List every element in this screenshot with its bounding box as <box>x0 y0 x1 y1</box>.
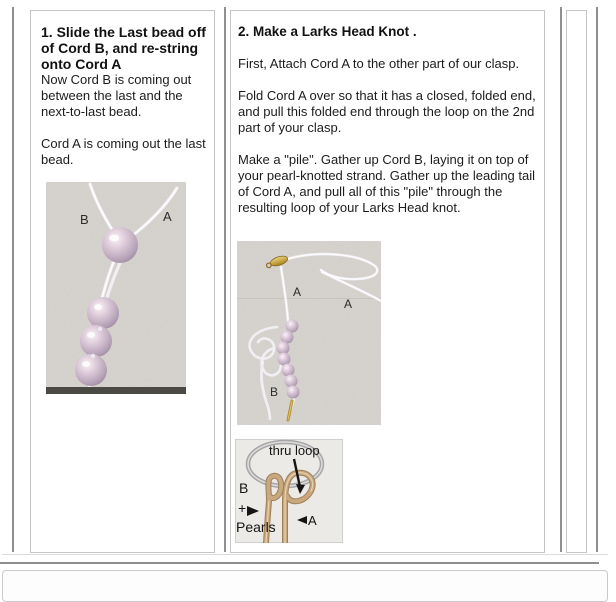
step-2-paragraph-3: Make a "pile". Gather up Cord B, laying it on top of your pearl-knotted strand. Gather up the leading tail of Cord A, and pull all of this "pile" through the resulting loop of your Larks Head knot. <box>238 152 536 215</box>
cord-a-upper-label: A <box>293 285 302 299</box>
step-1-cell <box>30 10 215 553</box>
pearl-strand-photo <box>46 182 186 394</box>
step-1-paragraph-1: Now Cord B is coming out between the last and the next-to-last bead. <box>41 72 192 119</box>
diagram-b-label: B <box>239 480 249 496</box>
step-1-paragraph-2: Cord A is coming out the last bead. <box>41 136 206 167</box>
diagram-plus-label: + <box>238 500 247 516</box>
step-1-heading: 1. Slide the Last bead off of Cord B, and re-string onto Cord A <box>41 24 206 72</box>
photo-bottom-shadow <box>46 387 186 394</box>
larks-head-photo <box>237 241 381 425</box>
step-2-photo <box>237 241 381 425</box>
bottom-dark-divider <box>0 562 599 564</box>
diagram-a-label: A <box>308 513 317 528</box>
bottom-light-divider <box>2 554 608 555</box>
step-2-paragraph-1: First, Attach Cord A to the other part of our clasp. <box>238 56 520 71</box>
cord-a-right-label: A <box>344 297 353 311</box>
step-2-heading: 2. Make a Larks Head Knot . <box>238 24 417 39</box>
cord-b-label: B <box>270 385 279 399</box>
step-2-cell <box>230 10 545 553</box>
thru-loop-caption: thru loop <box>269 443 320 458</box>
larks-head-diagram <box>235 439 343 543</box>
frame-divider-right-inner <box>560 7 562 552</box>
next-section-box <box>2 570 608 602</box>
frame-divider-right-outer <box>596 7 598 552</box>
step-1-photo <box>46 182 186 394</box>
step-2-paragraph-2: Fold Cord A over so that it has a closed, folded end, and pull this folded end through the loop on the 2nd part of your clasp. <box>238 88 536 135</box>
empty-side-cell <box>566 10 587 553</box>
frame-divider-middle <box>224 7 226 552</box>
cord-b-label: B <box>80 212 89 227</box>
cord-a-label: A <box>163 209 172 224</box>
diagram-pearls-label: Pearls <box>236 519 276 535</box>
step-2-diagram <box>235 439 343 543</box>
frame-divider-left <box>12 7 14 552</box>
